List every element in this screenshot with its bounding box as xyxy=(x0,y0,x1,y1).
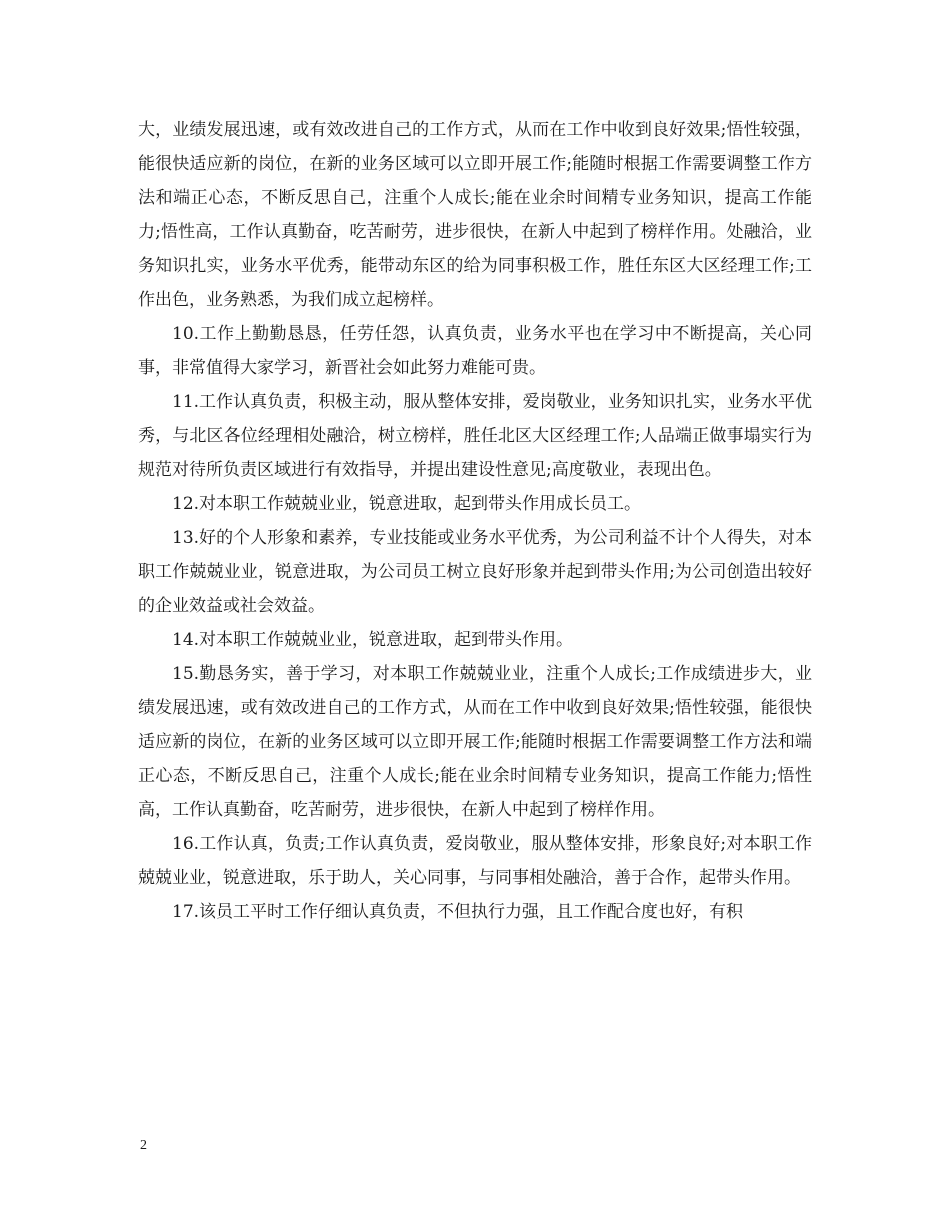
paragraph-item-12: 12.对本职工作兢兢业业，锐意进取，起到带头作用成长员工。 xyxy=(172,494,642,514)
paragraph-item-10: 10.工作上勤勤恳恳，任劳任怨，认真负责，业务水平也在学习中不断提高，关心同事，非常值得大家学习，新晋社会如此努力难能可贵。 xyxy=(138,324,812,378)
page-number: 2 xyxy=(140,1138,147,1153)
paragraph-item-14: 14.对本职工作兢兢业业，锐意进取，起到带头作用。 xyxy=(172,630,574,650)
paragraph-item-16: 16.工作认真，负责;工作认真负责，爱岗敬业，服从整体安排，形象良好;对本职工作兢兢业业，锐意进取，乐于助人，关心同事，与同事相处融洽，善于合作，起带头作用。 xyxy=(138,834,812,888)
paragraph-item-15: 15.勤恳务实，善于学习，对本职工作兢兢业业，注重个人成长;工作成绩进步大，业绩发展迅速，或有效改进自己的工作方式，从而在工作中收到良好效果;悟性较强，能很快适应新的岗位，在新的业务区域可以立即开展工作;能随时根据工作需要调整工作方法和端正心态，不断反思自己，注重个人成长;能在业余时间精专业务知识，提高工作能力;悟性高，工作认真勤奋，吃苦耐劳，进步很快，在新人中起到了榜样作用。 xyxy=(138,664,812,820)
paragraph-item-13: 13.好的个人形象和素养，专业技能或业务水平优秀，为公司利益不计个人得失，对本职工作兢兢业业，锐意进取，为公司员工树立良好形象并起到带头作用;为公司创造出较好的企业效益或社会效益。 xyxy=(138,528,812,616)
paragraph-item-17: 17.该员工平时工作仔细认真负责，不但执行力强，且工作配合度也好，有积 xyxy=(172,902,744,922)
document-body xyxy=(138,113,812,929)
paragraph-continued: 大，业绩发展迅速，或有效改进自己的工作方式，从而在工作中收到良好效果;悟性较强，能很快适应新的岗位，在新的业务区域可以立即开展工作;能随时根据工作需要调整工作方法和端正心态，不断反思自己，注重个人成长;能在业余时间精专业务知识，提高工作能力;悟性高，工作认真勤奋，吃苦耐劳，进步很快，在新人中起到了榜样作用。处融洽，业务知识扎实，业务水平优秀，能带动东区的给为同事积极工作，胜任东区大区经理工作;工作出色，业务熟悉，为我们成立起榜样。 xyxy=(138,120,812,310)
paragraph-item-11: 11.工作认真负责，积极主动，服从整体安排，爱岗敬业，业务知识扎实，业务水平优秀，与北区各位经理相处融洽，树立榜样，胜任北区大区经理工作;人品端正做事塌实行为规范对待所负责区域进行有效指导，并提出建设性意见;高度敬业，表现出色。 xyxy=(138,392,812,480)
